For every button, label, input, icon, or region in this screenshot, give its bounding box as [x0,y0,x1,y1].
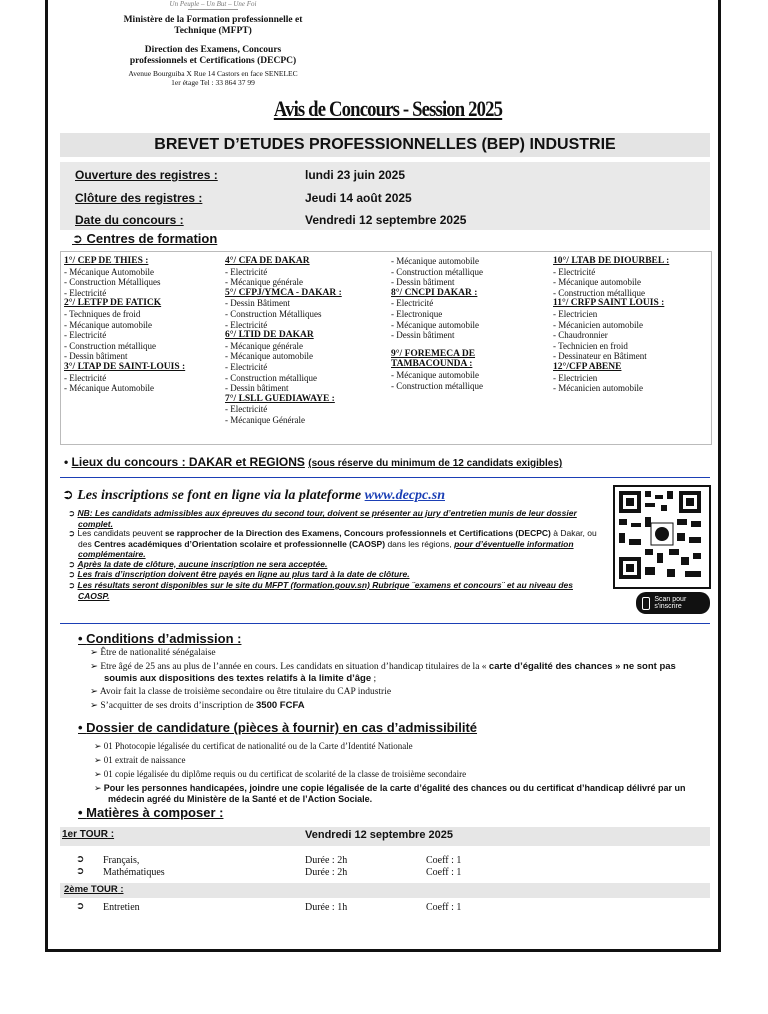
qr-code[interactable] [613,485,711,589]
ministry-name: Ministère de la Formation professionnelle et Technique (MFPT) [123,15,303,36]
centres-column-3: - Mécanique automobile - Construction métallique - Dessin bâtiment 8°/ CNCPI DAKAR : - Electricité - Electronique - Mécanique automobile - Dessin bâtiment 9°/ FOREMECA DE TAMBACOUNDA : - Mécanique automobile - Construction métallique [391,256,483,391]
subject-row: ➲ [76,866,85,877]
dossier-list: ➢ 01 Photocopie légalisée du certificat de nationalité ou de la Carte d’Identité Nationale ➢ 01 extrait de naissance ➢ 01 copie légalisée du diplôme requis ou du certificat de scolarité de la classe de troisième secondaire ➢ Pour les personnes handicapées, joindre une copie légalisée de la carte d’égalité des chances ou du certificat d’handicap délivré par un médecin agréé du Ministère de la Santé et de l’Action Sociale. [94,741,686,804]
exam-date: Vendredi 12 septembre 2025 [305,213,467,227]
exam-locations: • Lieux du concours : DAKAR et REGIONS (sous réserve du minimum de 12 candidats exigibles) [64,455,563,469]
page-title: Avis de Concours - Session 2025 [273,96,503,121]
notice-page [45,0,721,952]
exam-banner: BREVET D’ETUDES PROFESSIONNELLES (BEP) INDUSTRIE [60,133,710,157]
subject-coeff: Coeff : 1 [426,867,462,878]
arrow-icon: ➲ [68,529,76,540]
arrow-icon: ➲ [68,580,76,591]
conditions-title: • Conditions d’admission : [78,631,242,646]
blue-divider-top [60,477,710,478]
blue-divider-bottom [60,623,710,624]
subject-coeff: Coeff : 1 [426,855,462,866]
direction-name: Direction des Examens, Concours professionnels et Certifications (DECPC) [129,45,297,66]
qr-code-icon [615,487,705,583]
arrow-icon: ➲ [68,570,76,581]
arrow-icon: ➲ [72,232,83,247]
centres-column-4: 10°/ LTAB DE DIOURBEL : - Electricité - Mécanique automobile - Construction métallique 11°/ CRFP SAINT LOUIS : - Electricien - Mécanicien automobile - Chaudronnier - Technicien en froid - Dessinateur en Bâtiment 12°/CFP ABENE - Electricien - Mécanicien automobile [553,256,670,394]
dossier-title: • Dossier de candidature (pièces à fournir) en cas d’admissibilité [78,720,478,735]
subject-duration: Durée : 2h [305,867,348,878]
subject-row: ➲ [76,901,85,912]
notes-list: ➲ NB: Les candidats admissibles aux épreuves du second tour, doivent se présenter au jury d’entretien munis de leur dossier complet. ➲ Les candidats peuvent se rapprocher de la Direction des Examens, Concours professionnels et Certifications (DECPC) à Dakar, ou des Centres académiques d’Orientation scolaire et professionnelle (CAOSP) dans les régions, pour d’éventuelle information complémentaire. ➲ Après la date de clôture, aucune inscription ne sera acceptée. ➲ Les frais d’inscription doivent être payés en ligne au plus tard à la date de clôture. ➲ Les résultats seront disponibles sur le site du MFPT (formation.gouv.sn) Rubrique ¨examens et concours¨ et au niveau des CAOSP. [68,508,597,601]
subject-duration: Durée : 1h [305,902,348,913]
tour1-label: 1er TOUR : [62,829,115,840]
national-motto: Un Peuple – Un But – Une Foi [169,0,257,8]
arrow-icon: ➲ [68,559,76,570]
online-registration: ➲ Les inscriptions se font en ligne via la plateforme www.decpc.sn [62,487,445,503]
tour1-date: Vendredi 12 septembre 2025 [305,829,453,841]
subject-row: ➲ [76,854,85,865]
subject-coeff: Coeff : 1 [426,902,462,913]
centres-box [60,251,712,445]
scan-button[interactable]: Scan pour s'inscrire [636,592,710,614]
exam-date-label: Date du concours : [75,213,184,227]
motto-divider [188,9,238,10]
closing-date: Jeudi 14 août 2025 [305,191,412,205]
subject-name: Français, [103,855,140,866]
opening-label: Ouverture des registres : [75,168,218,182]
conditions-list: ➢ Être de nationalité sénégalaise ➢ Etre âgé de 25 ans au plus de l’année en cours. Les candidats en situation d’handicap titulaires de la « carte d’égalité des chances » ne sont pas soumis aux dispositions des textes relatifs à la limite d’âge ; ➢ Avoir fait la classe de troisième secondaire ou être titulaire du CAP industrie ➢ S’acquitter de ses droits d’inscription de 3500 FCFA [90,648,676,711]
centres-title: ➲ Centres de formation [72,231,218,247]
opening-date: lundi 23 juin 2025 [305,168,406,182]
tour2-label: 2ème TOUR : [64,884,124,895]
tour2-row [60,883,710,898]
phone-icon [642,597,650,610]
subjects-title: • Matières à composer : [78,805,224,820]
centres-column-1: 1°/ CEP DE THIES : - Mécanique Automobile - Construction Métalliques - Electricité 2°/ LETFP DE FATICK - Techniques de froid - Mécanique automobile - Electricité - Construction métallique - Dessin bâtiment 3°/ LTAP DE SAINT-LOUIS : - Electricité - Mécanique Automobile [64,256,186,394]
subject-name: Mathématiques [103,867,165,878]
closing-label: Clôture des registres : [75,191,203,205]
subject-name: Entretien [103,902,140,913]
address: Avenue Bourguiba X Rue 14 Castors en face SENELEC 1er étage Tel : 33 864 37 99 [128,69,298,87]
arrow-icon: ➲ [62,487,74,503]
platform-link[interactable]: www.decpc.sn [364,488,445,503]
subject-duration: Durée : 2h [305,855,348,866]
arrow-icon: ➲ [68,509,76,519]
centres-column-2: 4°/ CFA DE DAKAR - Electricité - Mécanique générale 5°/ CFPJ/YMCA - DAKAR : - Dessin Bâtiment - Construction Métalliques - Electricité 6°/ LTID DE DAKAR - Mécanique générale - Mécanique automobile - Electricité - Construction métallique - Dessin bâtiment 7°/ LSLL GUEDIAWAYE : - Electricité - Mécanique Générale [225,256,342,425]
